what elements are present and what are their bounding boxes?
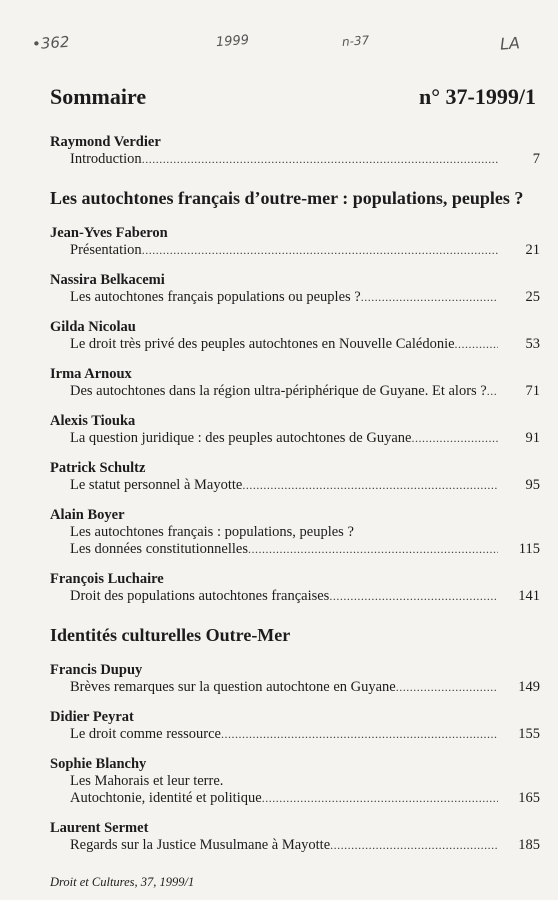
toc-entry <box>50 820 540 854</box>
toc-entry <box>50 272 540 306</box>
entry-author: Nassira Belkacemi <box>50 272 165 288</box>
dot-leader <box>396 679 498 696</box>
entry-title: Présentation <box>70 242 142 258</box>
entry-author: Laurent Sermet <box>50 820 149 836</box>
entry-author: Francis Dupuy <box>50 662 143 678</box>
entry-author: Irma Arnoux <box>50 366 132 382</box>
entry-line <box>50 336 540 353</box>
entry-author: Raymond Verdier <box>50 134 161 150</box>
toc-entry <box>50 756 540 807</box>
dot-leader <box>248 541 498 558</box>
page-title: Sommaire <box>50 84 147 109</box>
entry-title: Introduction <box>70 151 142 167</box>
entry-line <box>50 541 540 558</box>
entry-line <box>50 837 540 854</box>
entry-author: Alexis Tiouka <box>50 413 136 429</box>
entry-title: Des autochtones dans la région ultra-périphérique de Guyane. Et alors ? <box>70 383 487 399</box>
entry-author: Gilda Nicolau <box>50 319 136 335</box>
dot-leader <box>242 477 498 494</box>
toc-entry <box>50 460 540 494</box>
entry-author: Didier Peyrat <box>50 709 134 725</box>
dot-leader <box>411 430 498 447</box>
dot-leader <box>142 151 498 168</box>
entry-page: 95 <box>525 477 540 493</box>
entry-title: Les Mahorais et leur terre. <box>70 773 224 789</box>
entry-title: Les autochtones français populations ou peuples ? <box>70 289 361 305</box>
toc-entry <box>50 319 540 353</box>
page-footer: Droit et Cultures, 37, 1999/1 <box>50 875 195 889</box>
entry-line <box>50 151 540 168</box>
toc-entry <box>50 225 540 259</box>
entry-title: Brèves remarques sur la question autochtone en Guyane <box>70 679 396 695</box>
handwritten-note: 1999 <box>215 32 250 51</box>
dot-leader <box>455 336 498 353</box>
entry-title: Autochtonie, identité et politique <box>70 790 262 806</box>
entry-line <box>50 588 540 605</box>
toc-entry <box>50 507 540 558</box>
entry-line <box>50 790 540 807</box>
dot-leader <box>361 289 498 306</box>
entry-page: 7 <box>532 151 540 167</box>
toc-entry <box>50 134 540 168</box>
handwritten-note: LA <box>499 33 521 54</box>
entry-line <box>50 773 540 790</box>
entry-line <box>50 242 540 259</box>
entry-title: Le droit comme ressource <box>70 726 221 742</box>
dot-leader <box>221 726 498 743</box>
entry-title: Regards sur la Justice Musulmane à Mayotte <box>70 837 331 853</box>
entry-author: Jean-Yves Faberon <box>50 225 168 241</box>
entry-page: 185 <box>518 837 540 853</box>
entry-page: 155 <box>518 726 540 742</box>
entry-page: 115 <box>518 541 540 557</box>
toc-entry <box>50 662 540 696</box>
entry-line <box>50 289 540 306</box>
table-of-contents <box>50 134 540 867</box>
entry-page: 149 <box>518 679 540 695</box>
entry-title: Le statut personnel à Mayotte <box>70 477 243 493</box>
entry-author: Sophie Blanchy <box>50 756 147 772</box>
toc-entry <box>50 413 540 447</box>
entry-title: La question juridique : des peuples autochtones de Guyane <box>70 430 412 446</box>
entry-author: François Luchaire <box>50 571 164 587</box>
entry-page: 165 <box>518 790 540 806</box>
entry-title: Les données constitutionnelles <box>70 541 248 557</box>
entry-author: Alain Boyer <box>50 507 125 523</box>
entry-page: 71 <box>525 383 540 399</box>
issue-number: n° 37-1999/1 <box>419 84 536 109</box>
entry-line <box>50 726 540 743</box>
toc-entry <box>50 709 540 743</box>
entry-page: 25 <box>525 289 540 305</box>
entry-author: Patrick Schultz <box>50 460 146 476</box>
entry-page: 141 <box>518 588 540 604</box>
entry-page: 53 <box>525 336 540 352</box>
handwritten-note: n-37 <box>341 33 370 49</box>
entry-page: 21 <box>525 242 540 258</box>
dot-leader <box>329 588 498 605</box>
entry-line <box>50 383 540 400</box>
entry-line <box>50 430 540 447</box>
entry-page: 91 <box>525 430 540 446</box>
page-header <box>50 84 536 110</box>
handwritten-note: •362 <box>31 32 71 54</box>
dot-leader <box>142 242 498 259</box>
dot-leader <box>487 383 498 400</box>
toc-entry <box>50 366 540 400</box>
section-heading: Les autochtones français d’outre-mer : populations, peuples ? <box>50 188 524 208</box>
dot-leader <box>330 837 498 854</box>
entry-line <box>50 477 540 494</box>
entry-title: Droit des populations autochtones françaises <box>70 588 330 604</box>
entry-line <box>50 524 540 541</box>
toc-entry <box>50 571 540 605</box>
entry-title: Le droit très privé des peuples autochtones en Nouvelle Calédonie <box>70 336 455 352</box>
entry-line <box>50 679 540 696</box>
entry-title: Les autochtones français : populations, peuples ? <box>70 524 354 540</box>
dot-leader <box>262 790 498 807</box>
section-heading: Identités culturelles Outre-Mer <box>50 625 291 645</box>
